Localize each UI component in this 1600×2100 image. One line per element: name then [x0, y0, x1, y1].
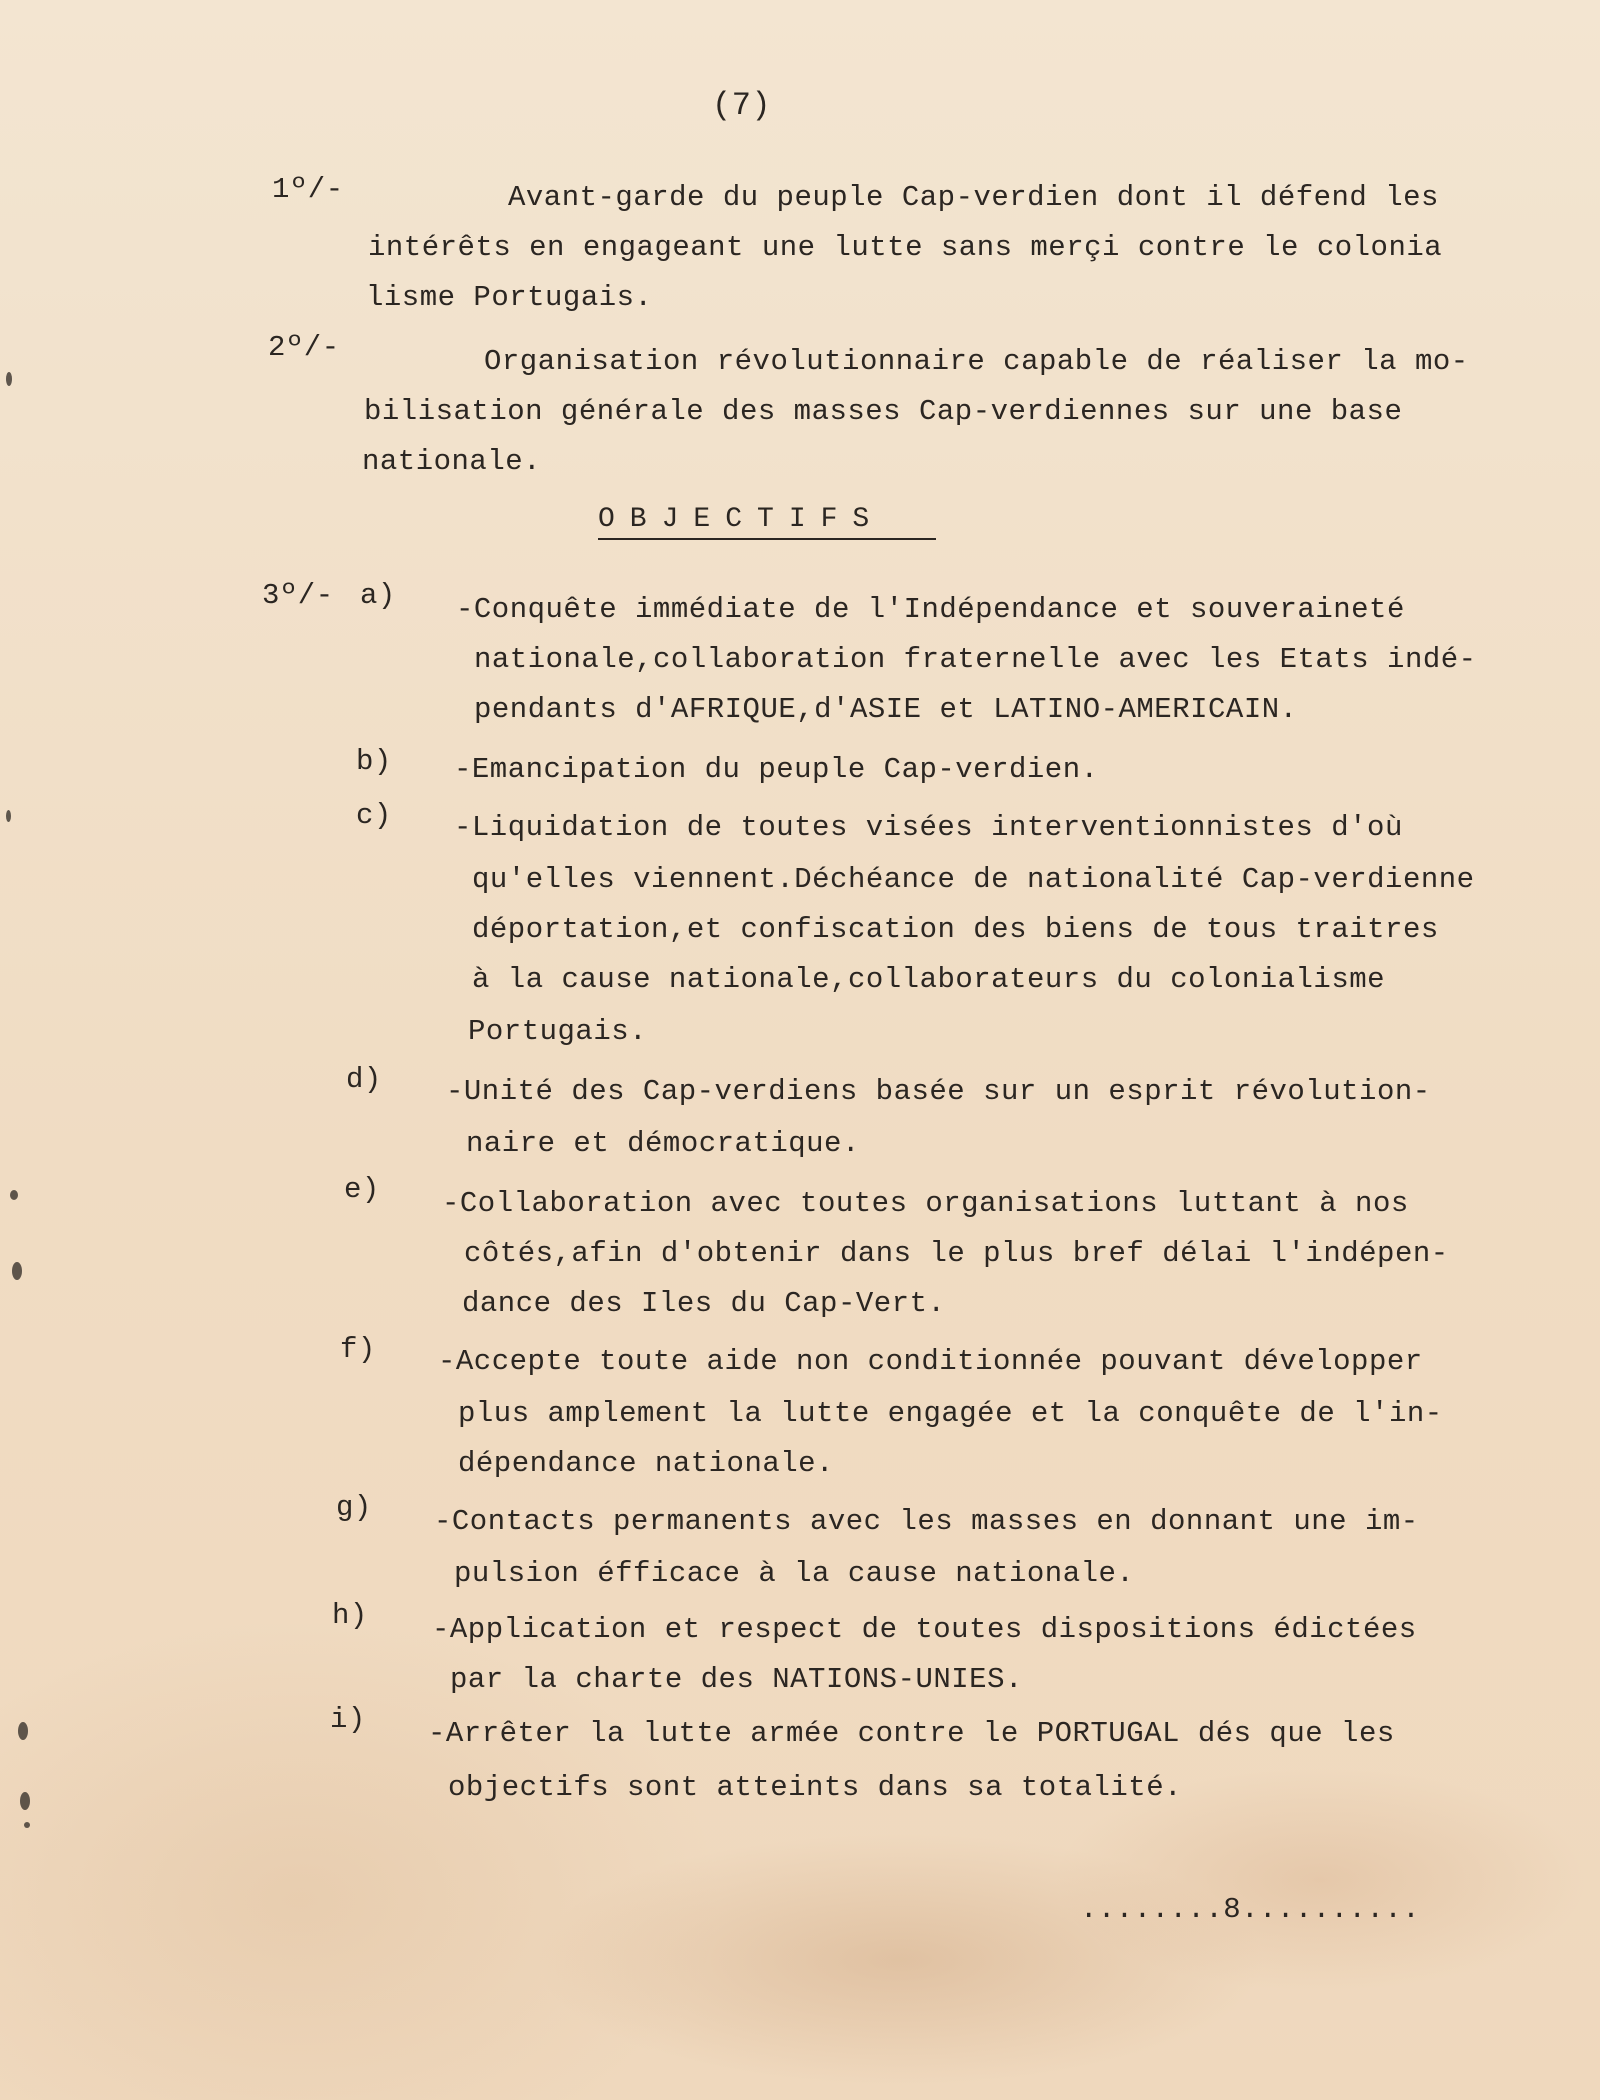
section-1-line-3: lisme Portugais. [366, 281, 653, 314]
objective-c-line-2: qu'elles viennent.Déchéance de nationalité Cap-verdienne [472, 863, 1475, 896]
continuation-mark: ........8.......... [1080, 1893, 1421, 1926]
objective-i-line-2: objectifs sont atteints dans sa totalité. [448, 1771, 1183, 1804]
section-2-line-3: nationale. [362, 445, 542, 478]
objective-e-line-1: -Collaboration avec toutes organisations luttant à nos [442, 1187, 1409, 1220]
section-2-line-1: Organisation révolutionnaire capable de réaliser la mo- [484, 345, 1469, 378]
objective-h-letter: h) [332, 1599, 368, 1632]
objective-e-line-3: dance des Iles du Cap-Vert. [462, 1287, 946, 1320]
margin-speck [24, 1822, 30, 1828]
objective-d-letter: d) [346, 1063, 382, 1096]
margin-speck [10, 1190, 18, 1200]
section-1-line-2: intérêts en engageant une lutte sans merçi contre le colonia [368, 231, 1443, 264]
objective-a-letter: a) [360, 579, 396, 612]
objectives-heading: OBJECTIFS [598, 504, 885, 535]
objective-e-letter: e) [344, 1173, 380, 1206]
objective-g-line-2: pulsion éfficace à la cause nationale. [454, 1557, 1135, 1590]
section-2-line-2: bilisation générale des masses Cap-verdiennes sur une base [364, 395, 1403, 428]
objective-g-line-1: -Contacts permanents avec les masses en donnant une im- [434, 1505, 1419, 1538]
objective-a-line-3: pendants d'AFRIQUE,d'ASIE et LATINO-AMERICAIN. [474, 693, 1298, 726]
objectives-number: 3º/- [262, 579, 334, 612]
section-1-line-1: Avant-garde du peuple Cap-verdien dont il défend les [508, 181, 1439, 214]
objective-a-line-1: -Conquête immédiate de l'Indépendance et souveraineté [456, 593, 1405, 626]
margin-speck [6, 810, 11, 822]
objective-i-line-1: -Arrêter la lutte armée contre le PORTUGAL dés que les [428, 1717, 1395, 1750]
objective-f-line-2: plus amplement la lutte engagée et la conquête de l'in- [458, 1397, 1443, 1430]
margin-speck [12, 1262, 22, 1280]
margin-speck [20, 1792, 30, 1810]
section-2-number: 2º/- [268, 331, 340, 364]
section-1-number: 1º/- [272, 173, 344, 206]
objective-c-line-1: -Liquidation de toutes visées interventionnistes d'où [454, 811, 1403, 844]
objective-b-line-1: -Emancipation du peuple Cap-verdien. [454, 753, 1099, 786]
margin-speck [6, 372, 12, 386]
objective-h-line-2: par la charte des NATIONS-UNIES. [450, 1663, 1023, 1696]
objective-d-line-2: naire et démocratique. [466, 1127, 860, 1160]
objective-f-line-3: dépendance nationale. [458, 1447, 834, 1480]
objective-e-line-2: côtés,afin d'obtenir dans le plus bref délai l'indépen- [464, 1237, 1449, 1270]
objective-c-line-4: à la cause nationale,collaborateurs du colonialisme [472, 963, 1386, 996]
objective-b-letter: b) [356, 745, 392, 778]
margin-speck [18, 1722, 28, 1740]
objective-a-line-2: nationale,collaboration fraternelle avec les Etats indé- [474, 643, 1477, 676]
objective-i-letter: i) [330, 1703, 366, 1736]
heading-underline [598, 538, 936, 540]
objective-c-line-5: Portugais. [468, 1015, 648, 1048]
objective-c-line-3: déportation,et confiscation des biens de tous traitres [472, 913, 1439, 946]
objective-f-line-1: -Accepte toute aide non conditionnée pouvant développer [438, 1345, 1423, 1378]
objective-d-line-1: -Unité des Cap-verdiens basée sur un esprit révolution- [446, 1075, 1431, 1108]
objective-g-letter: g) [336, 1491, 372, 1524]
objective-h-line-1: -Application et respect de toutes dispositions édictées [432, 1613, 1417, 1646]
objective-f-letter: f) [340, 1333, 376, 1366]
page-number: (7) [712, 87, 772, 124]
objective-c-letter: c) [356, 799, 392, 832]
